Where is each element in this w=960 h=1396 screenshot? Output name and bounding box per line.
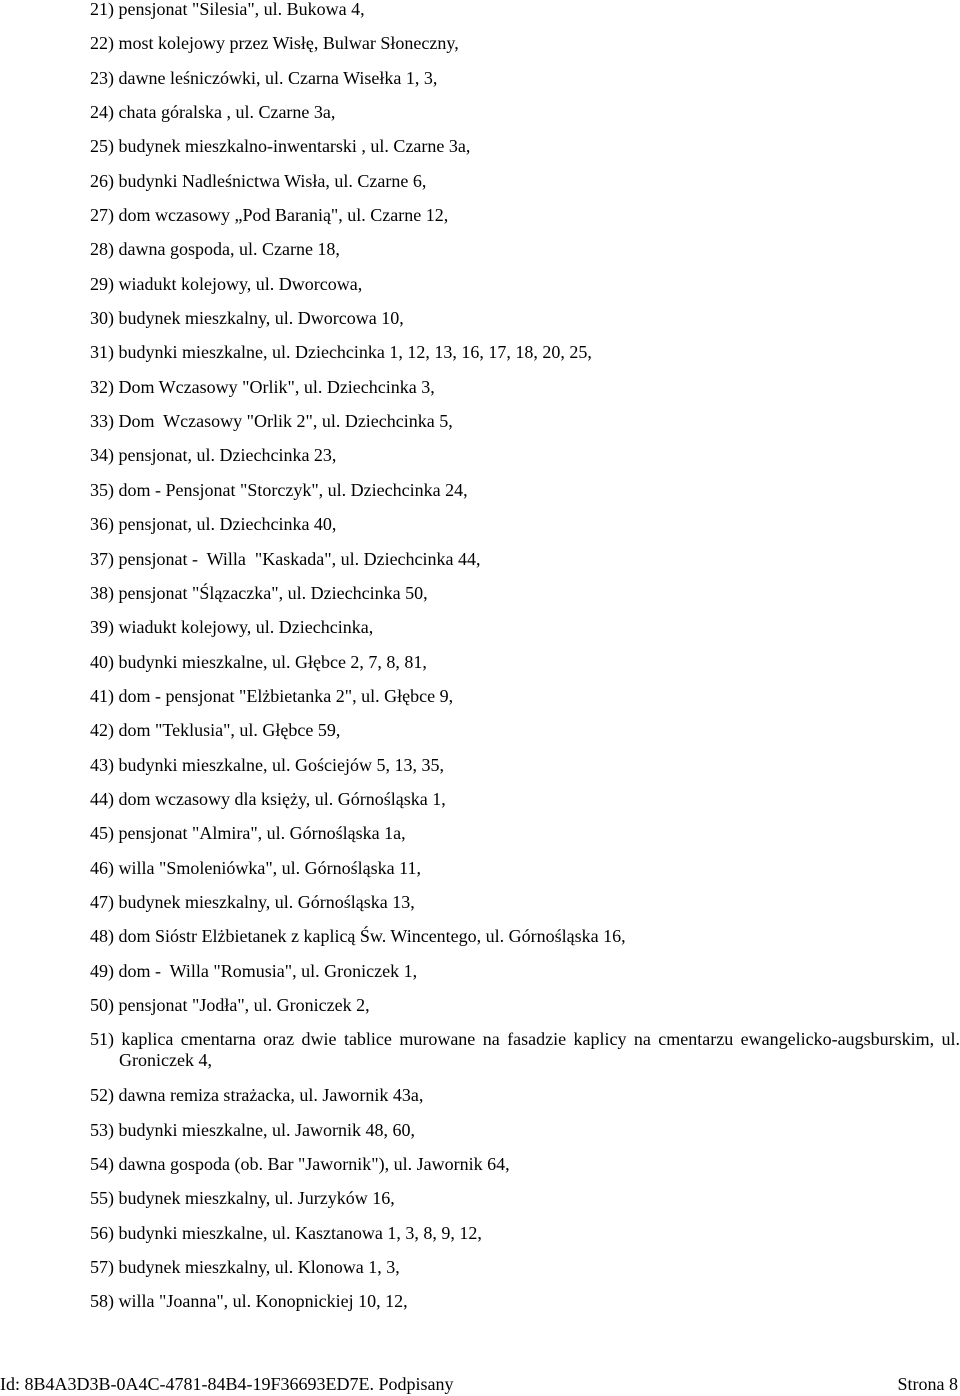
- list-item: 57) budynek mieszkalny, ul. Klonowa 1, 3,: [90, 1257, 400, 1278]
- list-item: 31) budynki mieszkalne, ul. Dziechcinka 1, 12, 13, 16, 17, 18, 20, 25,: [90, 342, 592, 363]
- list-item: 32) Dom Wczasowy "Orlik", ul. Dziechcinka 3,: [90, 376, 435, 397]
- list-item: 36) pensjonat, ul. Dziechcinka 40,: [90, 514, 337, 535]
- list-item: 30) budynek mieszkalny, ul. Dworcowa 10,: [90, 308, 404, 329]
- list-item: 21) pensjonat "Silesia", ul. Bukowa 4,: [90, 0, 365, 19]
- list-item: 37) pensjonat - Willa "Kaskada", ul. Dziechcinka 44,: [90, 548, 481, 569]
- list-item: 51) kaplica cmentarna oraz dwie tablice murowane na fasadzie kaplicy na cmentarzu ewangelicko-augsburskim, ul. Groniczek 4,: [90, 1029, 960, 1071]
- list-item: 48) dom Sióstr Elżbietanek z kaplicą Św. Wincentego, ul. Górnośląska 16,: [90, 926, 626, 947]
- list-item: 38) pensjonat "Ślązaczka", ul. Dziechcinka 50,: [90, 582, 428, 603]
- list-item: 50) pensjonat "Jodła", ul. Groniczek 2,: [90, 994, 370, 1015]
- list-item: 56) budynki mieszkalne, ul. Kasztanowa 1, 3, 8, 9, 12,: [90, 1222, 482, 1243]
- list-item: 40) budynki mieszkalne, ul. Głębce 2, 7, 8, 81,: [90, 651, 427, 672]
- list-item: 34) pensjonat, ul. Dziechcinka 23,: [90, 445, 337, 466]
- list-item: 55) budynek mieszkalny, ul. Jurzyków 16,: [90, 1188, 395, 1209]
- list-item: 26) budynki Nadleśnictwa Wisła, ul. Czarne 6,: [90, 170, 427, 191]
- list-item: 41) dom - pensjonat "Elżbietanka 2", ul. Głębce 9,: [90, 685, 454, 706]
- list-item: 45) pensjonat "Almira", ul. Górnośląska 1a,: [90, 823, 406, 844]
- list-item: 44) dom wczasowy dla księży, ul. Górnośląska 1,: [90, 788, 446, 809]
- list-item: 47) budynek mieszkalny, ul. Górnośląska 13,: [90, 891, 415, 912]
- list-item: 43) budynki mieszkalne, ul. Gościejów 5, 13, 35,: [90, 754, 444, 775]
- list-item: 24) chata góralska , ul. Czarne 3a,: [90, 102, 336, 123]
- list-item: 22) most kolejowy przez Wisłę, Bulwar Słoneczny,: [90, 33, 459, 54]
- list-item: 58) willa "Joanna", ul. Konopnickiej 10, 12,: [90, 1291, 408, 1312]
- list-item: 28) dawna gospoda, ul. Czarne 18,: [90, 239, 340, 260]
- list-item: 53) budynki mieszkalne, ul. Jawornik 48, 60,: [90, 1119, 415, 1140]
- list-item: 29) wiadukt kolejowy, ul. Dworcowa,: [90, 273, 363, 294]
- monument-list: [90, 0, 960, 1326]
- page-number: Strona 8: [897, 1374, 958, 1394]
- list-item: 52) dawna remiza strażacka, ul. Jawornik 43a,: [90, 1085, 424, 1106]
- list-item: 25) budynek mieszkalno-inwentarski , ul. Czarne 3a,: [90, 136, 471, 157]
- page-footer: [0, 1373, 960, 1395]
- list-item: 46) willa "Smoleniówka", ul. Górnośląska 11,: [90, 857, 421, 878]
- list-item: 27) dom wczasowy „Pod Baranią", ul. Czarne 12,: [90, 205, 449, 226]
- list-item: 23) dawne leśniczówki, ul. Czarna Wisełka 1, 3,: [90, 67, 438, 88]
- list-item: 35) dom - Pensjonat "Storczyk", ul. Dziechcinka 24,: [90, 479, 468, 500]
- list-item: 42) dom "Teklusia", ul. Głębce 59,: [90, 720, 341, 741]
- list-item: 54) dawna gospoda (ob. Bar "Jawornik"), ul. Jawornik 64,: [90, 1154, 510, 1174]
- list-item: 49) dom - Willa "Romusia", ul. Groniczek 1,: [90, 960, 418, 981]
- document-id: Id: 8B4A3D3B-0A4C-4781-84B4-19F36693ED7E. Podpisany: [0, 1374, 454, 1394]
- list-item: 33) Dom Wczasowy "Orlik 2", ul. Dziechcinka 5,: [90, 411, 453, 432]
- list-item: 39) wiadukt kolejowy, ul. Dziechcinka,: [90, 617, 374, 638]
